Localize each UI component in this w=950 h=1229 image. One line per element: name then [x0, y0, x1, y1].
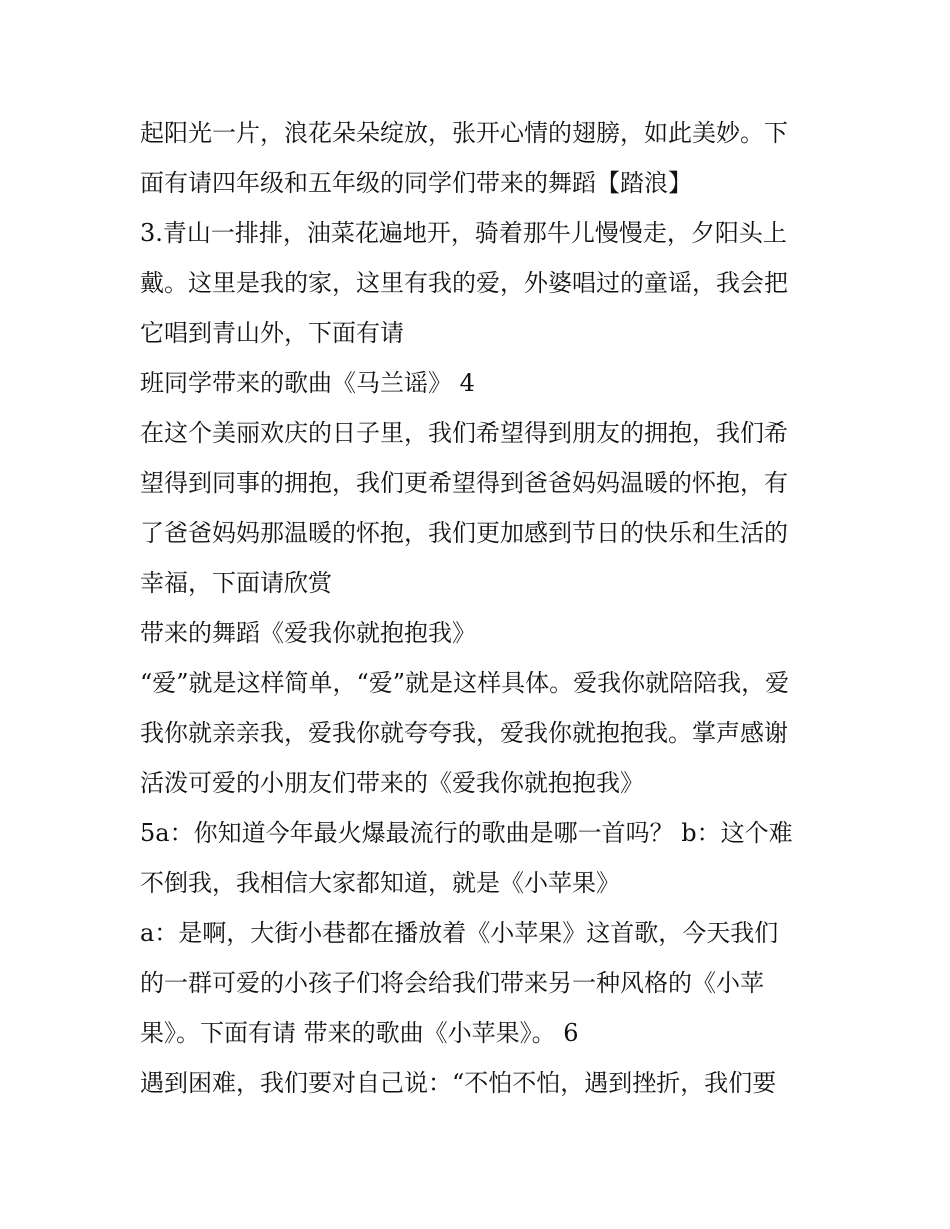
text-line: “爱”就是这样简单，“爱”就是这样具体。爱我你就陪陪我，爱 — [140, 669, 790, 697]
text-line: 不倒我，我相信大家都知道，就是《小苹果》 — [140, 869, 620, 897]
text-line: 在这个美丽欢庆的日子里，我们希望得到朋友的拥抱，我们希 — [140, 419, 788, 447]
text-line: a：是啊，大街小巷都在播放着《小苹果》这首歌，今天我们 — [140, 919, 779, 947]
document-body — [140, 108, 830, 1108]
text-line: 遇到困难，我们要对自己说：“不怕不怕，遇到挫折，我们要 — [140, 1069, 777, 1097]
text-line: 3.青山一排排，油菜花遍地开，骑着那牛儿慢慢走，夕阳头上 — [140, 219, 787, 247]
text-line: 我你就亲亲我，爱我你就夸夸我，爱我你就抱抱我。掌声感谢 — [140, 719, 788, 747]
text-line: 的一群可爱的小孩子们将会给我们带来另一种风格的《小苹 — [140, 969, 764, 997]
text-line: 戴。这里是我的家，这里有我的爱，外婆唱过的童谣，我会把 — [140, 269, 788, 297]
text-line: 它唱到青山外，下面有请 — [140, 319, 404, 347]
text-line: 带来的舞蹈《爱我你就抱抱我》 — [140, 619, 476, 647]
text-line: 活泼可爱的小朋友们带来的《爱我你就抱抱我》 — [140, 769, 644, 797]
text-line: 了爸爸妈妈那温暖的怀抱，我们更加感到节日的快乐和生活的 — [140, 519, 788, 547]
text-line: 起阳光一片，浪花朵朵绽放，张开心情的翅膀，如此美妙。下 — [140, 119, 788, 147]
text-line: 面有请四年级和五年级的同学们带来的舞蹈【踏浪】 — [140, 169, 692, 197]
text-line: 幸福，下面请欣赏 — [140, 569, 332, 597]
text-line: 班同学带来的歌曲《马兰谣》 4 — [140, 369, 475, 397]
text-line: 望得到同事的拥抱，我们更希望得到爸爸妈妈温暖的怀抱，有 — [140, 469, 788, 497]
text-line: 果》。下面有请 带来的歌曲《小苹果》。 6 — [140, 1019, 579, 1047]
text-line: 5a：你知道今年最火爆最流行的歌曲是哪一首吗？ b：这个难 — [140, 819, 793, 847]
